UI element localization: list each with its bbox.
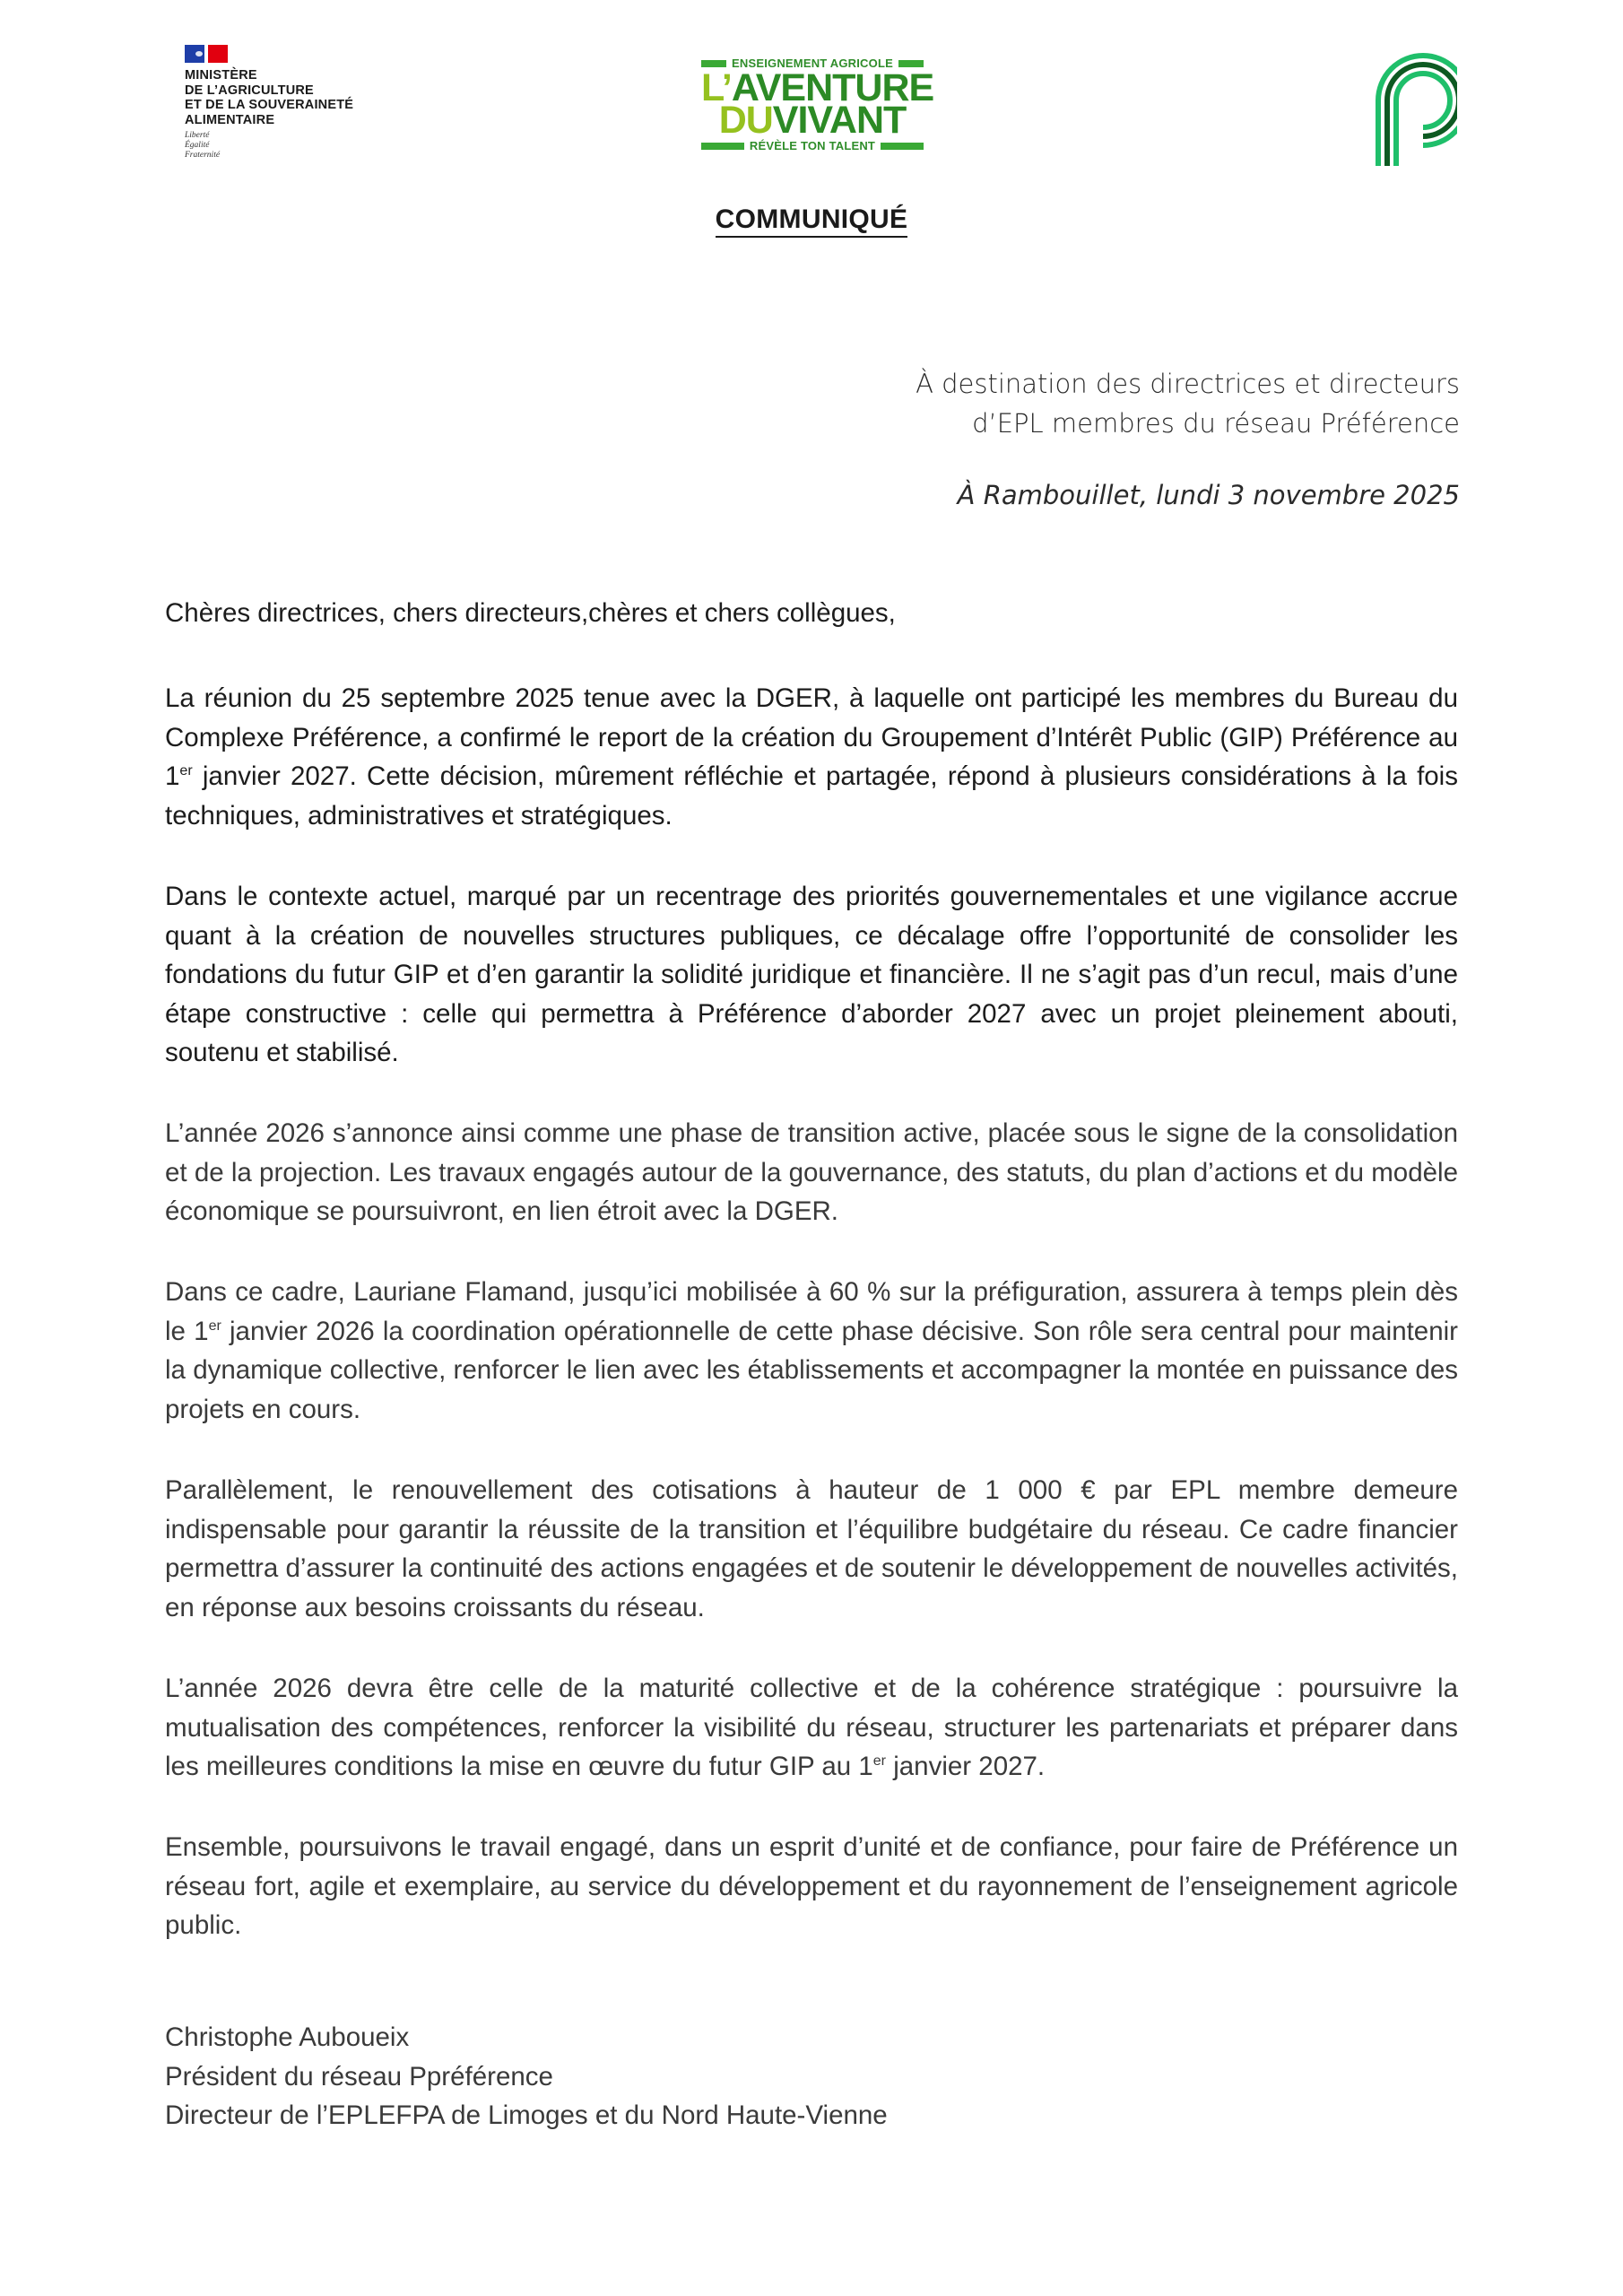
ministry-logo <box>185 45 418 161</box>
marianne-flag-icon <box>185 45 228 63</box>
paragraph-text: L’année 2026 devra être celle de la maturité collective et de la cohérence stratégique : poursuivre la mutualisation des compétences, renforcer la visibilité du réseau, structurer les partenariats et préparer dans les meilleures conditions la mise en œuvre du futur GIP au 1 <box>165 1674 1458 1781</box>
motto-line: Liberté <box>185 131 210 140</box>
paragraph-1 <box>165 679 1458 835</box>
aventure-tagline-bottom: RÉVÈLE TON TALENT <box>749 139 876 152</box>
paragraph-text: La réunion du 25 septembre 2025 tenue avec la DGER, à laquelle ont participé les membres du Bureau du Complexe Préférence, a confirmé le report de la création du Groupement d’Intérêt Public (GIP) Préférence au 1 <box>165 683 1458 791</box>
aventure-tagline-top: ENSEIGNEMENT AGRICOLE <box>732 57 893 70</box>
ordinal-superscript: er <box>179 763 193 778</box>
paragraph-text: Dans ce cadre, Lauriane Flamand, jusqu’ici mobilisée à 60 % sur la préfiguration, assurera à temps plein dès le 1 <box>165 1277 1458 1346</box>
ordinal-superscript: er <box>208 1318 221 1334</box>
ordinal-superscript: er <box>872 1753 887 1769</box>
ministry-name-line: ALIMENTAIRE <box>185 112 275 127</box>
addressee-line: À destination des directrices et directeurs <box>916 369 1460 399</box>
motto-line: Fraternité <box>185 151 221 160</box>
republic-motto <box>185 131 418 161</box>
signature-block <box>165 2018 888 2135</box>
motto-line: Égalité <box>185 141 210 150</box>
ministry-name-line: ET DE LA SOUVERAINETÉ <box>185 98 354 112</box>
signatory-name: Christophe Auboueix <box>165 2022 410 2052</box>
addressee-block <box>916 364 1460 443</box>
ministry-name <box>185 68 418 127</box>
aventure-prefix: L’ <box>701 66 732 109</box>
document-title <box>0 204 1623 235</box>
paragraph-text: janvier 2027. <box>886 1752 1046 1781</box>
aventure-line-2 <box>701 99 924 142</box>
addressee-line: d’EPL membres du réseau Préférence <box>972 408 1460 439</box>
title-text: COMMUNIQUÉ <box>716 204 908 238</box>
paragraph-7: Ensemble, poursuivons le travail engagé, dans un esprit d’unité et de confiance, pour faire de Préférence un réseau fort, agile et exemplaire, au service du développement et du rayonnement de l’enseignement agricole public. <box>165 1832 1458 1940</box>
ministry-name-line: DE L’AGRICULTURE <box>185 83 314 98</box>
paragraph-3: L’année 2026 s’annonce ainsi comme une phase de transition active, placée sous le signe de la consolidation et de la projection. Les travaux engagés autour de la gouvernance, des statuts, du plan d’actions et du modèle économique se poursuivront, en lien étroit avec la DGER. <box>165 1118 1458 1226</box>
aventure-prefix: DU <box>718 99 773 142</box>
paragraph-5: Parallèlement, le renouvellement des cotisations à hauteur de 1 000 € par EPL membre demeure indispensable pour garantir la réussite de la transition et l’équilibre budgétaire du réseau. Ce cadre financier permettra d’assurer la continuité des actions engagées et de soutenir le développement de nouvelles activités, en réponse aux besoins croissants du réseau. <box>165 1475 1458 1622</box>
paragraph-text: janvier 2026 la coordination opérationnelle de cette phase décisive. Son rôle sera central pour maintenir la dynamique collective, renforcer le lien avec les établissements et accompagner la montée en puissance des projets en cours. <box>165 1316 1458 1424</box>
paragraph-text: janvier 2027. Cette décision, mûrement réfléchie et partagée, répond à plusieurs considérations à la fois techniques, administratives et stratégiques. <box>165 761 1458 831</box>
paragraph-4 <box>165 1273 1458 1429</box>
ministry-name-line: MINISTÈRE <box>185 68 257 83</box>
signatory-position: Directeur de l’EPLEFPA de Limoges et du Nord Haute-Vienne <box>165 2100 888 2130</box>
logo-bar <box>881 143 924 150</box>
paragraph-2: Dans le contexte actuel, marqué par un recentrage des priorités gouvernementales et une vigilance accrue quant à la création de nouvelles structures publiques, ce décalage offre l’opportunité de consolider les fondations du futur GIP et d’en garantir la solidité juridique et financière. Il ne s’agit pas d’un recul, mais d’une étape constructive : celle qui permettra à Préférence d’aborder 2027 avec un projet pleinement abouti, soutenu et stabilisé. <box>165 882 1458 1067</box>
preference-logo <box>1367 45 1457 170</box>
paragraph-6 <box>165 1669 1458 1787</box>
place-date: À Rambouillet, lundi 3 novembre 2025 <box>957 480 1460 510</box>
aventure-word: VIVANT <box>772 99 907 142</box>
preference-p-logo-icon <box>1367 45 1457 170</box>
aventure-word: AVENTURE <box>731 66 934 109</box>
aventure-du-vivant-logo <box>701 57 934 155</box>
signatory-role: Président du réseau Ppréférence <box>165 2061 553 2092</box>
salutation: Chères directrices, chers directeurs,chères et chers collègues, <box>165 598 896 628</box>
logo-bar <box>701 143 744 150</box>
